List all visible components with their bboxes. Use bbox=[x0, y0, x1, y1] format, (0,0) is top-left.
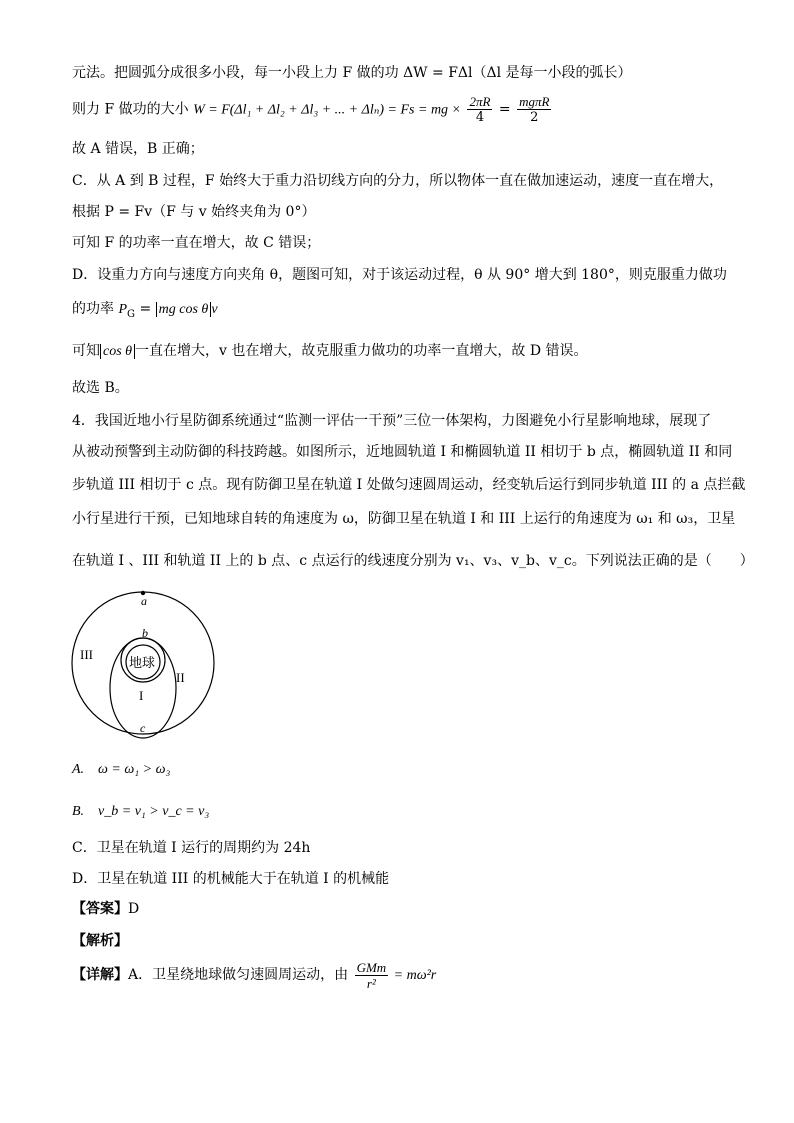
question-4-line-4: 小行星进行干预，已知地球自转的角速度为 ω，防御卫星在轨道 I 和 III 上运行的角速度为 ω₁ 和 ω₃，卫星 bbox=[72, 511, 736, 527]
fraction-numerator: 2πR bbox=[469, 94, 491, 109]
fraction-gravity bbox=[355, 960, 389, 991]
fraction-numerator: GMm bbox=[356, 959, 387, 975]
solution-line-5: 根据 P = Fv（F 与 v 始终夹角为 0°） bbox=[72, 204, 316, 220]
fraction-result bbox=[517, 94, 551, 125]
question-4-line-1: 4．我国近地小行星防御系统通过“监测一评估一干预”三位一体架构，力图避免小行星影响地球，展现了 bbox=[72, 413, 712, 429]
fraction-numerator: mgπR bbox=[519, 94, 550, 109]
option-D: D．卫星在轨道 III 的机械能大于在轨道 I 的机械能 bbox=[72, 871, 390, 887]
solution-line-8 bbox=[72, 298, 732, 326]
solution-line-9 bbox=[72, 340, 732, 363]
abs-cos: cos θ bbox=[100, 344, 135, 359]
solution-line-10: 故选 B。 bbox=[72, 380, 129, 396]
label-III: III bbox=[80, 647, 93, 662]
analysis-label: 【解析】 bbox=[72, 933, 128, 949]
solution-line-3: 故 A 错误，B 正确； bbox=[72, 141, 204, 157]
power-subscript: G bbox=[127, 308, 136, 320]
work-formula: W = F(Δl₁ + Δl₂ + Δl₃ + ... + Δlₙ) = Fs = mg × bbox=[193, 102, 462, 118]
fraction-denominator: 2 bbox=[530, 110, 539, 125]
solution-line-1: 元法。把圆弧分成很多小段，每一小段上力 F 做的功 ΔW = FΔl（Δl 是每一小段的弧长） bbox=[72, 65, 632, 81]
option-A: A. ω = ω₁ > ω₃ bbox=[72, 762, 171, 777]
question-4-line-3: 步轨道 III 相切于 c 点。现有防御卫星在轨道 I 处做匀速圆周运动，经变轨后运行到同步轨道 III 的 a 点拦截 bbox=[72, 477, 746, 493]
solution-line-4: C．从 A 到 B 过程，F 始终大于重力沿切线方向的分力，所以物体一直在做加速运动，速度一直在增大， bbox=[72, 173, 724, 189]
solution-line-7: D．设重力方向与速度方向夹角 θ，题图可知，对于该运动过程，θ 从 90° 增大到 180°，则克服重力做功 bbox=[72, 267, 727, 283]
fraction-arc-length bbox=[467, 94, 492, 125]
solution-line-6: 可知 F 的功率一直在增大，故 C 错误； bbox=[72, 235, 321, 251]
solution-line-9-prefix: 可知 bbox=[72, 343, 100, 359]
solution-line-2-prefix: 则力 F 做功的大小 bbox=[72, 101, 194, 118]
power-symbol: P bbox=[118, 302, 128, 317]
label-II: II bbox=[176, 670, 185, 685]
equals-sign: = bbox=[135, 301, 156, 317]
label-b: b bbox=[142, 626, 148, 640]
option-B: B. v_b = v₁ > v_c = v₃ bbox=[72, 804, 210, 819]
velocity-symbol: v bbox=[211, 302, 218, 317]
analysis-line bbox=[72, 930, 732, 952]
label-earth: 地球 bbox=[129, 655, 156, 670]
label-a: a bbox=[141, 594, 147, 608]
equals-sign: = bbox=[498, 101, 511, 118]
abs-mg-cos: mg cos θ bbox=[156, 302, 212, 317]
solution-line-2 bbox=[72, 94, 732, 124]
label-I: I bbox=[139, 688, 144, 703]
detail-text: A．卫星绕地球做匀速圆周运动，由 bbox=[128, 967, 353, 983]
question-4-line-2: 从被动预警到主动防御的科技跨越。如图所示，近地圆轨道 I 和椭圆轨道 II 相切于 b 点，椭圆轨道 II 和同 bbox=[72, 444, 733, 460]
answer-value: D bbox=[128, 901, 140, 917]
orbit-diagram bbox=[70, 585, 230, 745]
detail-line bbox=[72, 958, 732, 992]
label-c: c bbox=[140, 721, 146, 735]
detail-label: 【详解】 bbox=[72, 967, 128, 983]
detail-rest: = mω²r bbox=[390, 968, 437, 983]
answer-line bbox=[72, 898, 732, 920]
option-C: C．卫星在轨道 I 运行的周期约为 24h bbox=[72, 840, 311, 856]
question-4-line-5: 在轨道 I 、III 和轨道 II 上的 b 点、c 点运行的线速度分别为 v₁、v₃、v_b、v_c。下列说法正确的是（ ） bbox=[72, 553, 754, 569]
fraction-denominator: 4 bbox=[475, 110, 485, 125]
solution-line-9-rest: 一直在增大，v 也在增大，故克服重力做功的功率一直增大，故 D 错误。 bbox=[135, 343, 588, 359]
answer-label: 【答案】 bbox=[72, 901, 128, 917]
solution-line-8-prefix: 的功率 bbox=[72, 301, 119, 317]
fraction-denominator: r² bbox=[366, 975, 376, 991]
